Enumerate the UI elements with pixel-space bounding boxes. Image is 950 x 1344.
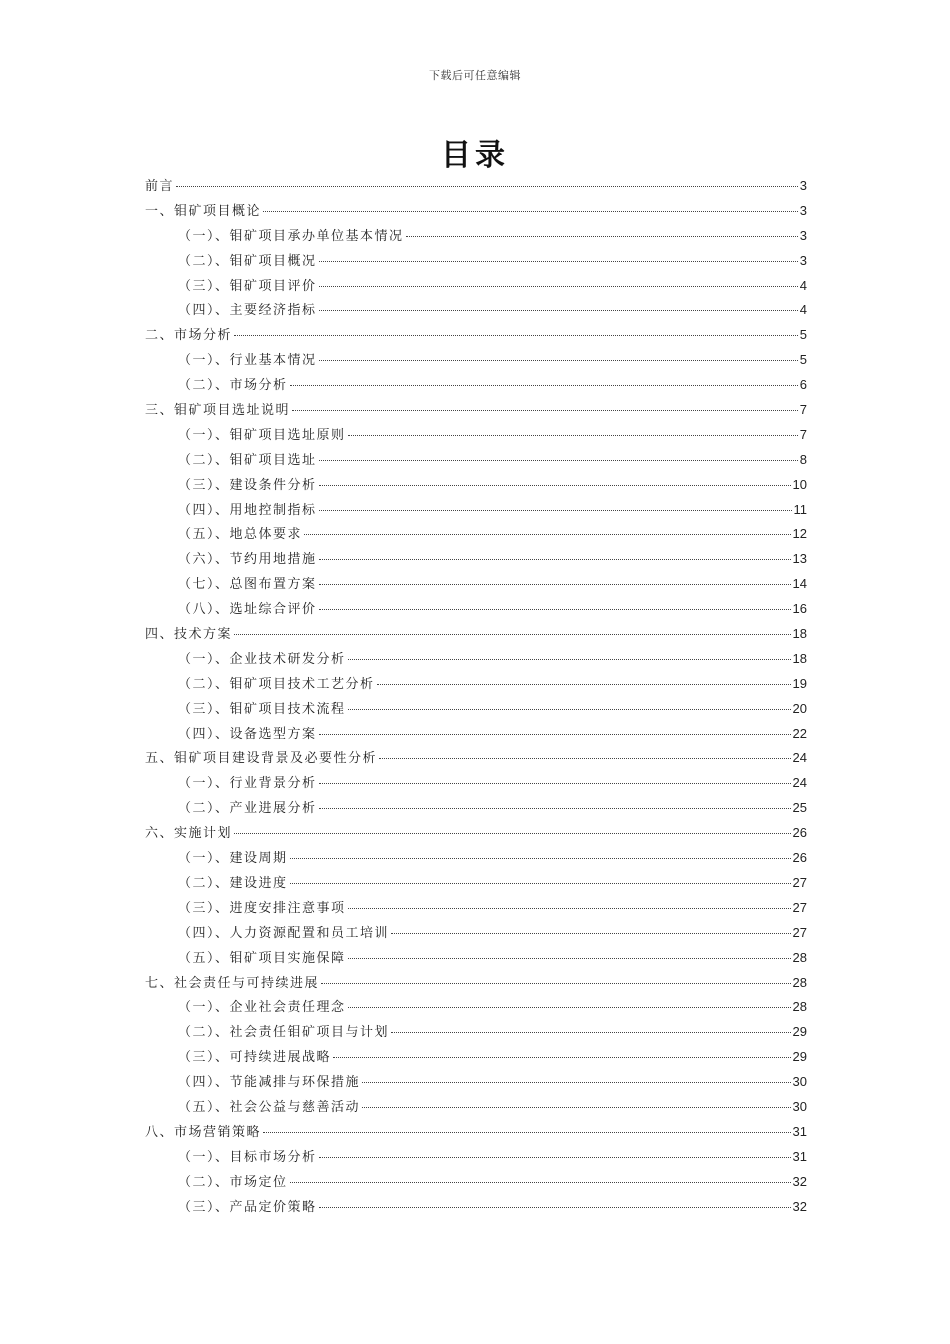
toc-entry[interactable] — [145, 224, 807, 249]
dot-leader — [319, 1207, 791, 1208]
toc-entry-label: （五）、社会公益与慈善活动 — [178, 1099, 361, 1115]
toc-entry[interactable] — [145, 647, 807, 672]
toc-entry[interactable] — [145, 672, 807, 697]
toc-entry-page-number: 3 — [799, 202, 807, 218]
toc-entry[interactable] — [145, 498, 807, 523]
dot-leader — [321, 983, 791, 984]
toc-entry-page-number: 19 — [792, 675, 807, 691]
toc-entry-label: （三）、进度安排注意事项 — [178, 900, 346, 916]
dot-leader — [319, 510, 792, 511]
toc-entry-label: （四）、设备选型方案 — [178, 726, 317, 742]
toc-entry-label: （一）、钼矿项目承办单位基本情况 — [178, 228, 404, 244]
dot-leader — [319, 286, 798, 287]
toc-entry-page-number: 28 — [792, 949, 807, 965]
toc-entry-label: （二）、钼矿项目技术工艺分析 — [178, 676, 375, 692]
toc-entry[interactable] — [145, 274, 807, 299]
dot-leader — [377, 684, 791, 685]
toc-entry[interactable] — [145, 174, 807, 199]
toc-entry-page-number: 26 — [792, 825, 807, 841]
toc-entry-page-number: 29 — [792, 1024, 807, 1040]
toc-entry-page-number: 3 — [799, 178, 807, 193]
toc-entry[interactable] — [145, 746, 807, 771]
dot-leader — [348, 659, 791, 660]
toc-entry[interactable] — [145, 1145, 807, 1170]
toc-entry-page-number: 7 — [799, 402, 807, 418]
toc-entry-label: （二）、产业进展分析 — [178, 801, 317, 817]
toc-entry-page-number: 28 — [792, 999, 807, 1015]
toc-entry-label: （三）、产品定价策略 — [178, 1199, 317, 1215]
dot-leader — [319, 808, 791, 809]
toc-entry[interactable] — [145, 423, 807, 448]
dot-leader — [292, 410, 798, 411]
dot-leader — [348, 908, 791, 909]
dot-leader — [290, 385, 798, 386]
dot-leader — [290, 858, 791, 859]
dot-leader — [362, 1107, 791, 1108]
toc-entry-page-number: 30 — [792, 1074, 807, 1090]
toc-entry-page-number: 3 — [799, 252, 807, 268]
dot-leader — [319, 360, 798, 361]
dot-leader — [391, 1032, 791, 1033]
toc-entry-label: （二）、钼矿项目选址 — [178, 452, 317, 468]
toc-entry-page-number: 14 — [792, 576, 807, 592]
toc-entry[interactable] — [145, 199, 807, 224]
toc-entry[interactable] — [145, 821, 807, 846]
toc-entry[interactable] — [145, 298, 807, 323]
dot-leader — [319, 559, 791, 560]
dot-leader — [348, 1007, 791, 1008]
toc-entry-label: （一）、钼矿项目选址原则 — [178, 427, 346, 443]
toc-entry-page-number: 3 — [799, 227, 807, 243]
toc-entry-label: 三、钼矿项目选址说明 — [145, 403, 291, 419]
dot-leader — [319, 734, 791, 735]
dot-leader — [348, 435, 798, 436]
toc-entry[interactable] — [145, 1170, 807, 1195]
toc-entry[interactable] — [145, 946, 807, 971]
toc-entry[interactable] — [145, 871, 807, 896]
toc-entry-page-number: 5 — [799, 327, 807, 343]
dot-leader — [391, 933, 791, 934]
toc-entry[interactable] — [145, 622, 807, 647]
toc-entry-label: （四）、主要经济指标 — [178, 303, 317, 319]
dot-leader — [263, 1132, 791, 1133]
toc-entry-page-number: 6 — [799, 377, 807, 393]
toc-entry[interactable] — [145, 1045, 807, 1070]
toc-entry-label: （四）、用地控制指标 — [178, 502, 317, 518]
toc-entry[interactable] — [145, 323, 807, 348]
toc-entry-page-number: 29 — [792, 1049, 807, 1065]
toc-title: 目录 — [441, 138, 509, 173]
toc-entry-label: （六）、节约用地措施 — [178, 552, 317, 568]
dot-leader — [290, 1182, 791, 1183]
toc-entry[interactable] — [145, 373, 807, 398]
dot-leader — [333, 1057, 791, 1058]
toc-entry[interactable] — [145, 597, 807, 622]
toc-entry-page-number: 25 — [792, 800, 807, 816]
toc-entry-page-number: 22 — [792, 725, 807, 741]
dot-leader — [290, 883, 791, 884]
table-of-contents — [145, 174, 807, 1219]
toc-entry-page-number: 28 — [792, 974, 807, 990]
toc-entry[interactable] — [145, 473, 807, 498]
toc-entry-label: 前言 — [145, 179, 175, 194]
toc-entry-label: （五）、地总体要求 — [178, 527, 303, 543]
toc-entry[interactable] — [145, 1195, 807, 1220]
toc-entry-page-number: 27 — [792, 924, 807, 940]
toc-entry-page-number: 12 — [792, 526, 807, 542]
dot-leader — [319, 310, 798, 311]
toc-entry-label: （三）、钼矿项目技术流程 — [178, 701, 346, 717]
dot-leader — [362, 1082, 791, 1083]
toc-entry[interactable] — [145, 547, 807, 572]
toc-entry-page-number: 4 — [799, 277, 807, 293]
toc-entry[interactable] — [145, 722, 807, 747]
toc-entry-label: （一）、企业技术研发分析 — [178, 651, 346, 667]
dot-leader — [304, 534, 791, 535]
toc-entry-label: （五）、钼矿项目实施保障 — [178, 950, 346, 966]
toc-entry[interactable] — [145, 995, 807, 1020]
toc-entry-label: （二）、钼矿项目概况 — [178, 253, 317, 269]
toc-entry[interactable] — [145, 771, 807, 796]
toc-entry-label: （三）、建设条件分析 — [178, 477, 317, 493]
toc-entry[interactable] — [145, 348, 807, 373]
toc-entry-label: （二）、市场定位 — [178, 1174, 288, 1190]
toc-entry-page-number: 27 — [792, 899, 807, 915]
dot-leader — [406, 236, 798, 237]
toc-entry-label: 一、钼矿项目概论 — [145, 203, 262, 219]
dot-leader — [319, 1157, 791, 1158]
toc-entry-page-number: 13 — [792, 551, 807, 567]
toc-entry-page-number: 31 — [792, 1123, 807, 1139]
toc-entry-label: （二）、社会责任钼矿项目与计划 — [178, 1025, 390, 1041]
toc-entry-label: 七、社会责任与可持续进展 — [145, 975, 320, 991]
toc-entry[interactable] — [145, 249, 807, 274]
dot-leader — [234, 833, 791, 834]
dot-leader — [319, 609, 791, 610]
dot-leader — [234, 335, 798, 336]
dot-leader — [319, 485, 791, 486]
toc-entry[interactable] — [145, 1120, 807, 1145]
toc-entry-label: 四、技术方案 — [145, 627, 233, 643]
dot-leader — [319, 783, 791, 784]
toc-entry-label: （七）、总图布置方案 — [178, 577, 317, 593]
toc-entry-label: （一）、建设周期 — [178, 851, 288, 867]
dot-leader — [379, 758, 791, 759]
dot-leader — [176, 186, 798, 187]
toc-entry[interactable] — [145, 522, 807, 547]
toc-entry-label: （一）、目标市场分析 — [178, 1149, 317, 1165]
toc-entry-label: （二）、建设进度 — [178, 875, 288, 891]
toc-entry[interactable] — [145, 398, 807, 423]
toc-entry-label: （八）、选址综合评价 — [178, 602, 317, 618]
dot-leader — [319, 460, 798, 461]
toc-entry[interactable] — [145, 448, 807, 473]
toc-entry[interactable] — [145, 1070, 807, 1095]
toc-entry[interactable] — [145, 572, 807, 597]
toc-entry-page-number: 32 — [792, 1173, 807, 1189]
toc-entry-label: （一）、行业背景分析 — [178, 776, 317, 792]
toc-entry-label: （四）、人力资源配置和员工培训 — [178, 925, 390, 941]
toc-entry-page-number: 24 — [792, 750, 807, 766]
toc-entry-label: 五、钼矿项目建设背景及必要性分析 — [145, 751, 378, 767]
toc-entry[interactable] — [145, 846, 807, 871]
toc-entry-page-number: 5 — [799, 352, 807, 368]
toc-entry-label: （三）、钼矿项目评价 — [178, 278, 317, 294]
toc-entry-label: 二、市场分析 — [145, 328, 233, 344]
dot-leader — [319, 584, 791, 585]
toc-entry[interactable] — [145, 1095, 807, 1120]
toc-entry-page-number: 18 — [792, 626, 807, 642]
toc-entry-page-number: 16 — [792, 601, 807, 617]
toc-entry-label: （三）、可持续进展战略 — [178, 1050, 332, 1066]
header-note: 下载后可任意编辑 — [429, 69, 521, 82]
toc-entry-page-number: 8 — [799, 451, 807, 467]
toc-entry[interactable] — [145, 896, 807, 921]
toc-entry-page-number: 27 — [792, 874, 807, 890]
toc-entry[interactable] — [145, 697, 807, 722]
toc-entry-page-number: 11 — [793, 501, 807, 517]
dot-leader — [263, 211, 798, 212]
toc-entry-page-number: 20 — [792, 700, 807, 716]
toc-entry-label: （一）、企业社会责任理念 — [178, 1000, 346, 1016]
toc-entry-page-number: 7 — [799, 426, 807, 442]
dot-leader — [319, 261, 798, 262]
toc-entry-label: （四）、节能减排与环保措施 — [178, 1075, 361, 1091]
toc-entry[interactable] — [145, 796, 807, 821]
toc-entry-label: 八、市场营销策略 — [145, 1124, 262, 1140]
toc-entry-page-number: 30 — [792, 1098, 807, 1114]
toc-entry-label: （二）、市场分析 — [178, 378, 288, 394]
toc-entry-page-number: 32 — [792, 1198, 807, 1214]
toc-entry-label: （一）、行业基本情况 — [178, 353, 317, 369]
toc-entry-page-number: 18 — [792, 650, 807, 666]
dot-leader — [348, 958, 791, 959]
toc-entry[interactable] — [145, 971, 807, 996]
dot-leader — [234, 634, 791, 635]
toc-entry-page-number: 24 — [792, 775, 807, 791]
toc-entry[interactable] — [145, 1020, 807, 1045]
toc-entry-page-number: 26 — [792, 850, 807, 866]
toc-entry[interactable] — [145, 921, 807, 946]
toc-entry-page-number: 4 — [799, 302, 807, 318]
toc-entry-label: 六、实施计划 — [145, 826, 233, 842]
toc-entry-page-number: 31 — [792, 1148, 807, 1164]
toc-entry-page-number: 10 — [792, 476, 807, 492]
dot-leader — [348, 709, 791, 710]
